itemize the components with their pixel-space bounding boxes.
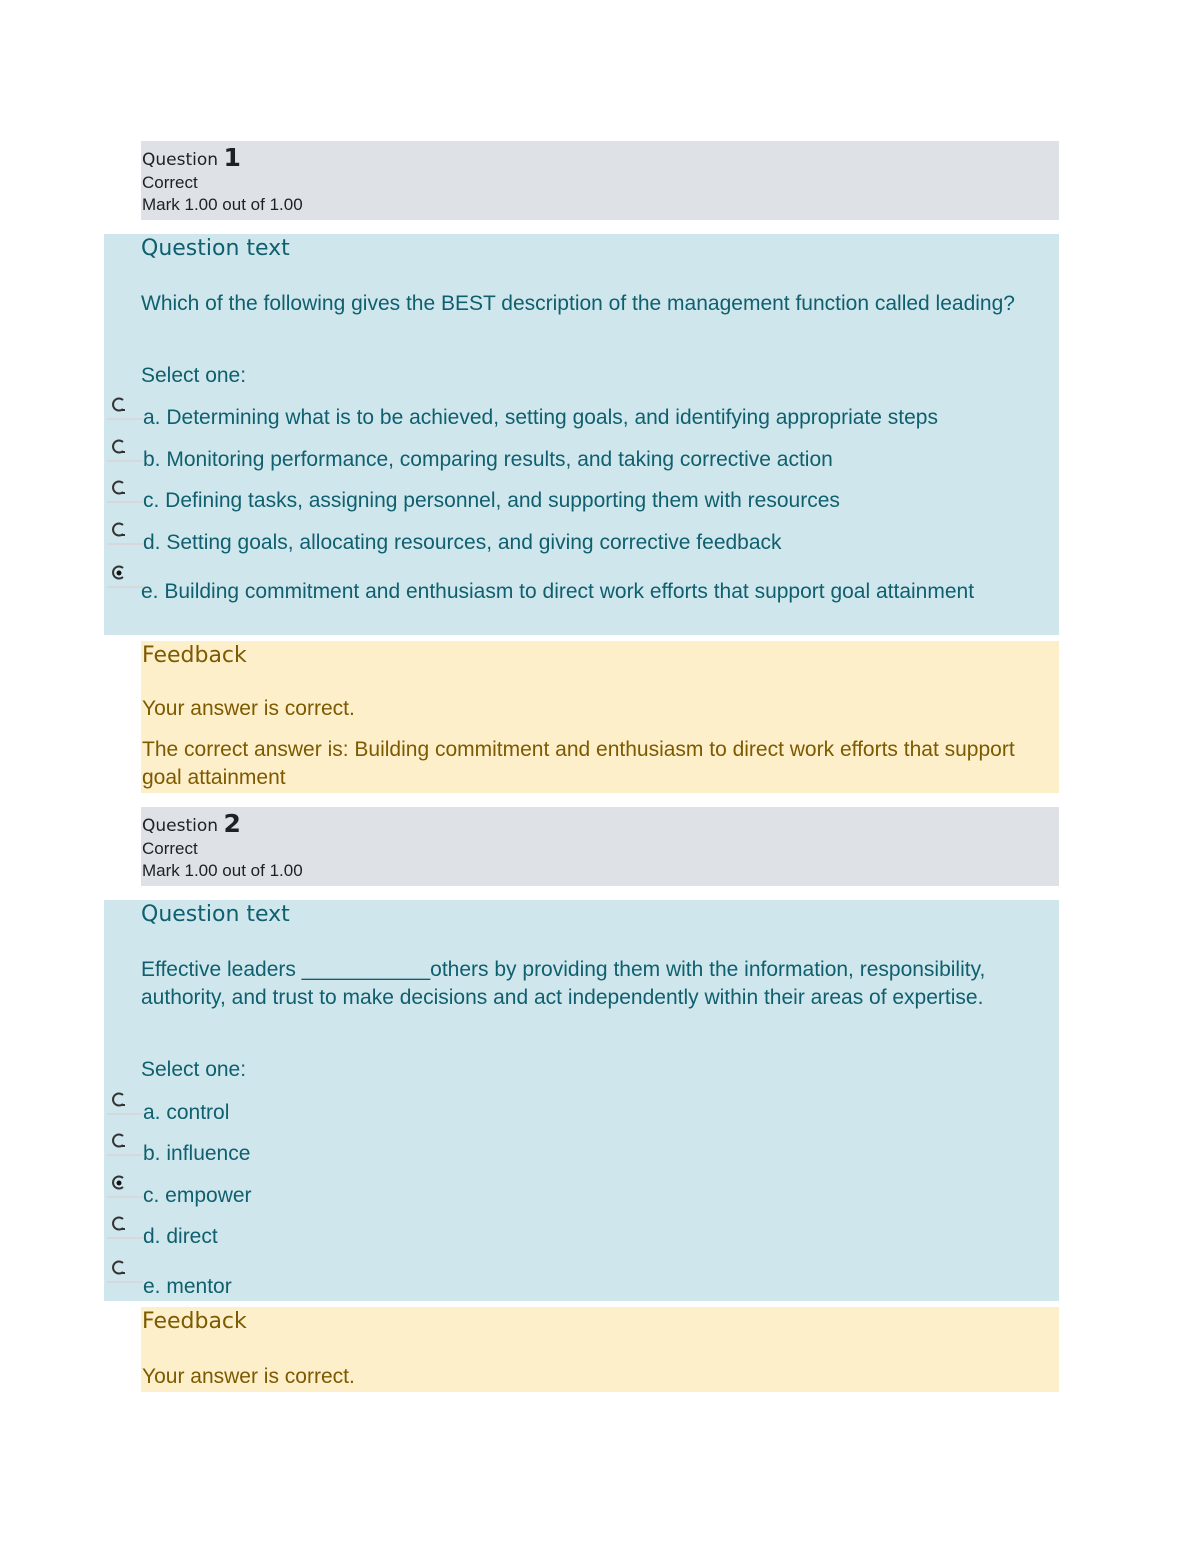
feedback-general: Your answer is correct.	[142, 1365, 355, 1388]
question-grade: Mark 1.00 out of 1.00	[142, 861, 303, 880]
question-grade: Mark 1.00 out of 1.00	[142, 195, 303, 214]
answer-label[interactable]: a. control	[143, 1101, 230, 1124]
question-1-formulation	[104, 234, 1059, 635]
question-text: Which of the following gives the BEST description of the management function called leading?	[141, 292, 1015, 315]
radio-button[interactable]	[107, 1213, 143, 1241]
answer-label[interactable]: c. empower	[143, 1184, 252, 1207]
question-1-info	[141, 141, 1059, 220]
feedback-heading: Feedback	[142, 1309, 247, 1334]
question-state: Correct	[142, 839, 198, 858]
question-label: Question	[142, 150, 219, 170]
answer-option-b[interactable]	[104, 446, 1004, 474]
answer-option-c[interactable]	[104, 487, 1004, 515]
answer-label[interactable]: d. Setting goals, allocating resources, and giving corrective feedback	[143, 531, 782, 554]
question-label: Question	[142, 816, 219, 836]
feedback-correct-answer: The correct answer is: Building commitment and enthusiasm to direct work efforts that support goal attainment	[142, 738, 1015, 789]
question-2-feedback	[141, 1307, 1059, 1392]
question-1-feedback	[141, 641, 1059, 793]
answer-option-d[interactable]	[104, 1223, 1004, 1251]
radio-button[interactable]	[107, 436, 143, 464]
question-number: 1	[223, 143, 241, 172]
select-one-prompt: Select one:	[141, 364, 247, 387]
feedback-heading: Feedback	[142, 643, 247, 668]
feedback-general: Your answer is correct.	[142, 697, 355, 720]
answer-option-a[interactable]	[104, 404, 1004, 432]
answer-option-d[interactable]	[104, 529, 1004, 557]
radio-button[interactable]	[107, 1257, 143, 1285]
radio-button[interactable]	[107, 519, 143, 547]
answer-option-e[interactable]	[104, 578, 1004, 606]
radio-button[interactable]	[107, 477, 143, 505]
answer-label[interactable]: c. Defining tasks, assigning personnel, and supporting them with resources	[143, 489, 840, 512]
answer-option-b[interactable]	[104, 1140, 1004, 1168]
question-state: Correct	[142, 173, 198, 192]
answer-label[interactable]: b. influence	[143, 1142, 251, 1165]
answer-label[interactable]: e. mentor	[143, 1275, 232, 1298]
question-number: 2	[223, 809, 241, 838]
answer-option-e[interactable]	[104, 1273, 1004, 1301]
question-2-formulation	[104, 900, 1059, 1301]
radio-button[interactable]	[107, 1089, 143, 1117]
answer-option-c[interactable]	[104, 1182, 1004, 1210]
radio-button-selected[interactable]	[107, 562, 143, 590]
select-one-prompt: Select one:	[141, 1058, 247, 1081]
radio-button-selected[interactable]	[107, 1172, 143, 1200]
answer-option-a[interactable]	[104, 1099, 1004, 1127]
question-2-info	[141, 807, 1059, 886]
radio-button[interactable]	[107, 1130, 143, 1158]
answer-label[interactable]: e. Building commitment and enthusiasm to direct work efforts that support goal attainment	[141, 580, 975, 603]
answer-label[interactable]: b. Monitoring performance, comparing results, and taking corrective action	[143, 448, 833, 471]
answer-label[interactable]: a. Determining what is to be achieved, setting goals, and identifying appropriate steps	[143, 406, 938, 429]
question-text-heading: Question text	[141, 902, 290, 927]
question-text: Effective leaders ___________others by providing them with the information, responsibility, authority, and trust to make decisions and act independently within their areas of expertise.	[141, 958, 986, 1009]
answer-label[interactable]: d. direct	[143, 1225, 218, 1248]
radio-button[interactable]	[107, 394, 143, 422]
question-text-heading: Question text	[141, 236, 290, 261]
